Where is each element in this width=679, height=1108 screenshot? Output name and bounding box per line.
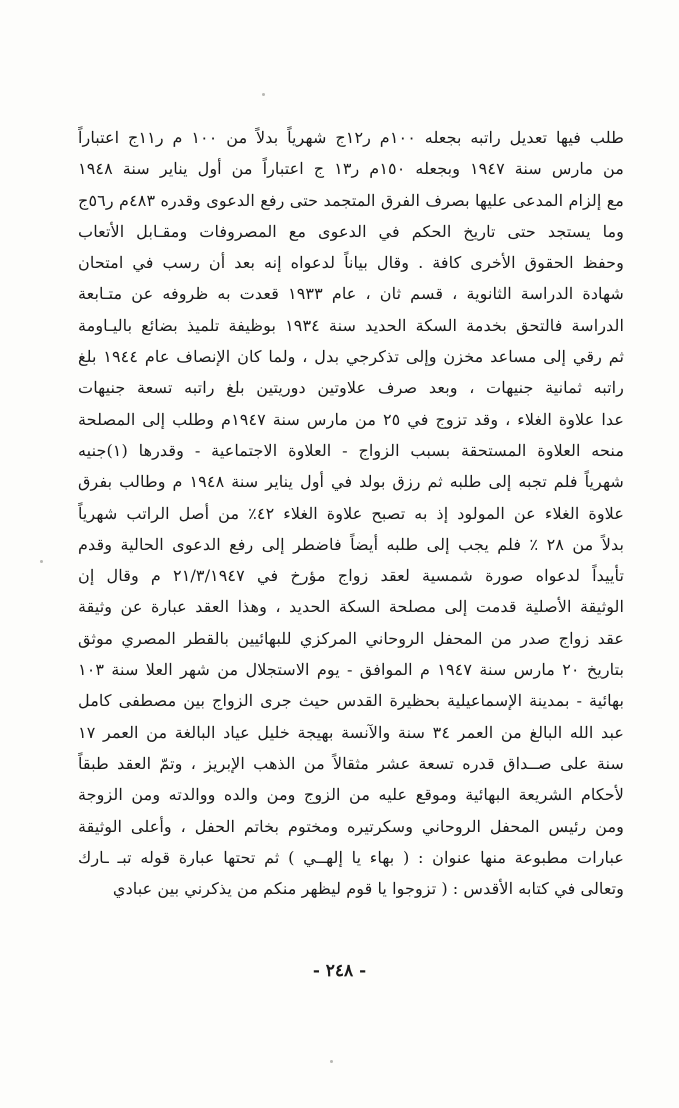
text-line: من مارس سنة ١٩٤٧ وبجعله ١٥٠م ر١٣ ج اعتباراً من أول يناير سنة ١٩٤٨ — [78, 159, 624, 179]
text-line: عبد الله البالغ من العمر ٣٤ سنة والآنسة بهيجة خليل عياد البالغة من العمر ١٧ — [78, 722, 624, 742]
paper-speck — [262, 93, 265, 96]
paper-speck — [330, 1060, 333, 1063]
body-text — [78, 122, 624, 904]
text-line: منحه العلاوة المستحقة بسبب الزواج - العلاوة الاجتماعية - وقدرها (١)جنيه — [78, 440, 624, 460]
text-line: سنة على صــداق قدره تسعة عشر مثقالاً من الذهب الإبريز ، وتمّ العقد طبقاً — [78, 753, 624, 773]
text-line: وتعالى في كتابه الأقدس : ( تزوجوا يا قوم ليظهر منكم من يذكرني بين عبادي — [112, 879, 624, 899]
text-line: طلب فيها تعديل راتبه بجعله ١٠٠م ر١٢ج شهرياً بدلاً من ١٠٠ م ر١١ج اعتباراً — [78, 128, 624, 147]
paper-speck — [40, 560, 43, 563]
text-line: عبارات مطبوعة منها عنوان : ( بهاء يا إلهــي ) ثم تحتها عبارة قوله تبـ ـارك — [78, 847, 624, 867]
page-number: - ٢٤٨ - — [312, 961, 367, 981]
text-line: عقد زواج صدر من المحفل الروحاني المركزي للبهائيين بالقطر المصري موثق — [78, 628, 624, 648]
text-line: شهرياً فلم تجبه إلى طلبه ثم رزق بولد في أول يناير سنة ١٩٤٨ م وطالب بفرق — [78, 472, 624, 492]
text-line: الوثيقة الأصلية قدمت إلى مصلحة السكة الحديد ، وهذا العقد عبارة عن وثيقة — [78, 597, 624, 617]
text-line: ثم رقي إلى مساعد مخزن وإلى تذكرجي بدل ، ولما كان الإنصاف عام ١٩٤٤ بلغ — [78, 347, 624, 367]
text-line: وما يستجد حتى تاريخ الحكم في الدعوى مع المصروفات ومقـابل الأتعاب — [78, 221, 624, 241]
text-line: لأحكام الشريعة البهائية وموقع عليه من الزوج ومن والده ووالدته ومن الزوجة — [78, 785, 624, 805]
text-line: مع إلزام المدعى عليها بصرف الفرق المتجمد حتى رفع الدعوى وقدره ٤٨٣م ر٥٦ج — [78, 190, 624, 210]
text-line: تأييداً لدعواه صورة شمسية لعقد زواج مؤرخ في ٢١/٣/١٩٤٧ م وقال إن — [78, 566, 624, 586]
text-line: شهادة الدراسة الثانوية ، قسم ثان ، عام ١٩٣٣ قعدت به ظروفه عن متـابعة — [78, 284, 624, 304]
text-line: عدا علاوة الغلاء ، وقد تزوج في ٢٥ من مارس سنة ١٩٤٧م وطلب إلى المصلحة — [78, 409, 624, 429]
text-line: بهائية - بمدينة الإسماعيلية بحظيرة القدس حيث جرى الزواج بين مصطفى كامل — [78, 691, 624, 711]
text-line: راتبه ثمانية جنيهات ، وبعد صرف علاوتين دوريتين بلغ راتبه تسعة جنيهات — [78, 378, 624, 398]
text-line: الدراسة فالتحق بخدمة السكة الحديد سنة ١٩٣٤ بوظيفة تلميذ بضائع باليـاومة — [78, 315, 624, 335]
text-line: علاوة الغلاء عن المولود إذ به تصبح علاوة الغلاء ٤٢٪ من أصل الراتب شهرياً — [78, 503, 624, 523]
text-line: بدلاً من ٢٨ ٪ فلم يجب إلى طلبه أيضاً فاضطر إلى رفع الدعوى الحالية وقدم — [78, 534, 624, 554]
text-line: ومن رئيس المحفل الروحاني وسكرتيره ومختوم بخاتم الحفل ، وأعلى الوثيقة — [78, 816, 624, 836]
text-line: بتاريخ ٢٠ مارس سنة ١٩٤٧ م الموافق - يوم الاستجلال من شهر العلا سنة ١٠٣ — [78, 660, 624, 680]
text-line: وحفظ الحقوق الأخرى كافة . وقال بياناً لدعواه إنه بعد أن رسب في امتحان — [78, 253, 624, 273]
